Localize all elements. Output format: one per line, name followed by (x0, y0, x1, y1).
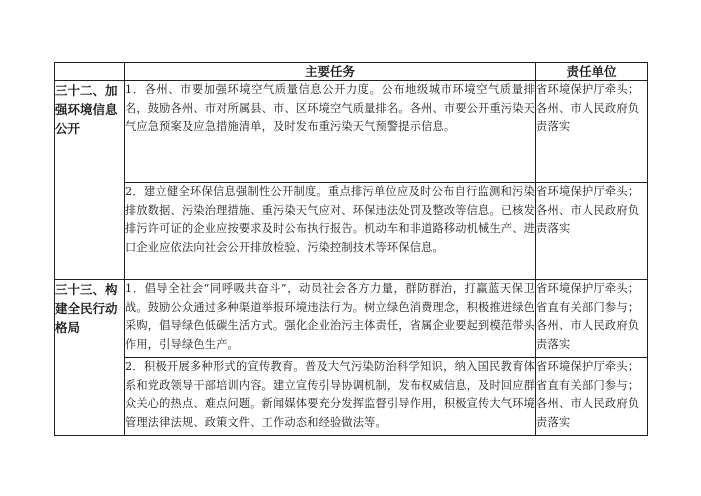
responsible-cell (536, 280, 648, 358)
category-cell (55, 81, 125, 280)
responsible-cell (536, 358, 648, 436)
category-line: 建全民行动 (55, 301, 118, 316)
header-main-task: 主要任务 (125, 63, 536, 81)
table-header-row (55, 63, 648, 81)
table-row (55, 183, 648, 280)
table-row (55, 81, 648, 183)
header-blank-cell (55, 63, 125, 81)
responsible-line: 省环境保护厅牵头； (536, 360, 640, 373)
category-line: 三十三、构 (55, 282, 118, 297)
category-line: 三十二、加 (55, 83, 118, 98)
responsible-line: 省环境保护厅牵头； (536, 282, 640, 295)
responsible-line: 责落实 (536, 415, 571, 429)
task-cell: 2．建立健全环保信息强制性公开制度。重点排污单位应及时公布自行监测和污染排放数据、污染治理措施、重污染天气应对、环保违法处罚及整改等信息。已核发排污许可证的企业应按要求及时公布执行报告。机动车和非道路移动机械生产、进口企业应依法向社会公开排放检验、污染控制技术等环保信息。 (125, 183, 536, 280)
category-cell (55, 280, 125, 436)
responsible-line: 责落实 (536, 222, 571, 236)
task-table (54, 62, 648, 436)
header-responsible-unit: 责任单位 (536, 63, 648, 81)
category-line: 强环境信息 (55, 102, 118, 117)
responsible-line: 省环境保护厅牵头； (536, 185, 640, 198)
task-cell: 2．积极开展多种形式的宣传教育。普及大气污染防治科学知识，纳入国民教育体系和党政领导干部培训内容。建立宣传引导协调机制，发布权威信息，及时回应群众关心的热点、难点问题。新闻媒体要充分发挥监督引导作用，积极宣传大气环境管理法律法规、政策文件、工作动态和经验做法等。 (125, 358, 536, 436)
responsible-line: 各州、市人民政府负 (536, 203, 640, 217)
task-cell: 1．倡导全社会“同呼吸共奋斗”，动员社会各方力量，群防群治，打赢蓝天保卫战。鼓励公众通过多种渠道举报环境违法行为。树立绿色消费理念，积极推进绿色采购，倡导绿色低碳生活方式。强化企业治污主体责任，省属企业要起到模范带头作用，引导绿色生产。 (125, 280, 536, 358)
category-line: 公开 (55, 121, 81, 136)
responsible-cell (536, 183, 648, 280)
table-row (55, 358, 648, 436)
responsible-cell (536, 81, 648, 183)
responsible-line: 省直有关部门参与； (536, 378, 640, 392)
table-row (55, 280, 648, 358)
responsible-line: 责落实 (536, 120, 571, 134)
responsible-line: 省环境保护厅牵头； (536, 83, 640, 96)
responsible-line: 责落实 (536, 337, 571, 351)
category-line: 格局 (55, 320, 81, 335)
responsible-line: 各州、市人民政府负 (536, 319, 640, 333)
responsible-line: 各州、市人民政府负 (536, 101, 640, 115)
responsible-line: 省直有关部门参与； (536, 300, 640, 314)
task-cell: 1．各州、市要加强环境空气质量信息公开力度。公布地级城市环境空气质量排名，鼓励各州、市对所属县、市、区环境空气质量排名。各州、市要公开重污染天气应急预案及应急措施清单，及时发布重污染天气预警提示信息。 (125, 81, 536, 183)
responsible-line: 各州、市人民政府负 (536, 397, 640, 411)
